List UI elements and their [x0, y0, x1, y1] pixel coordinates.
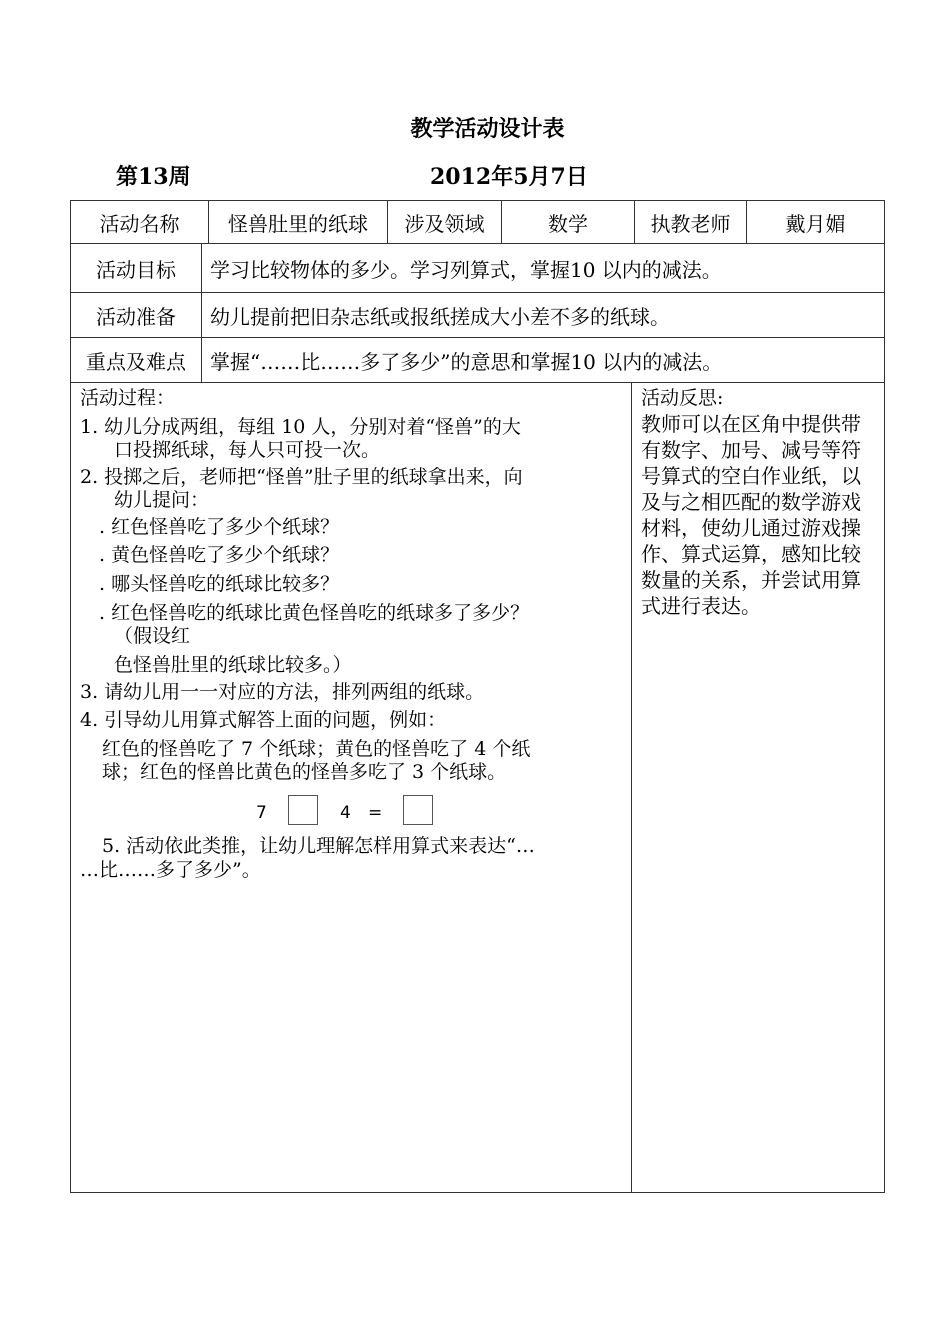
key-label: 重点及难点	[71, 338, 202, 382]
goal-value: 学习比较物体的多少。学习列算式，掌握10 以内的减法。	[210, 257, 722, 282]
activity-name-label: 活动名称	[71, 201, 209, 243]
process-line: . 红色怪兽吃的纸球比黄色怪兽吃的纸球多了多少？	[99, 602, 530, 624]
formula-answer-box	[403, 795, 433, 825]
process-column	[71, 383, 632, 1192]
key-row	[70, 337, 885, 383]
activity-name-value: 怪兽肚里的纸球	[209, 201, 388, 243]
process-line: …比……多了多少”。	[80, 859, 261, 881]
goal-row	[70, 243, 885, 293]
formula-number-b: 4	[340, 803, 351, 823]
key-value: 掌握“……比……多了多少”的意思和掌握10 以内的减法。	[210, 349, 723, 374]
process-line: 2. 投掷之后，老师把“怪兽”肚子里的纸球拿出来，向	[80, 466, 523, 488]
process-line: 4. 引导幼儿用算式解答上面的问题，例如：	[80, 709, 447, 731]
document-title: 教学活动设计表	[410, 116, 565, 142]
process-line: 5. 活动依此类推，让幼儿理解怎样用算式来表达“…	[102, 835, 535, 857]
prep-value: 幼儿提前把旧杂志纸或报纸搓成大小差不多的纸球。	[210, 304, 670, 329]
process-line: （假设红	[114, 625, 191, 647]
date-label: 2012年5月7日	[430, 164, 588, 190]
process-line: 1. 幼儿分成两组，每组 10 人，分别对着“怪兽”的大	[80, 416, 521, 438]
reflection-heading: 活动反思:	[641, 387, 724, 409]
process-line: 幼儿提问：	[114, 489, 210, 511]
info-row	[70, 200, 885, 244]
process-line: 色怪兽肚里的纸球比较多。）	[114, 654, 352, 676]
process-line: 球；红色的怪兽比黄色的怪兽多吃了 3 个纸球。	[102, 761, 507, 783]
process-heading: 活动过程：	[80, 387, 176, 409]
formula-number-a: 7	[256, 803, 267, 823]
process-line: . 哪头怪兽吃的纸球比较多？	[99, 573, 340, 595]
domain-label: 涉及领域	[388, 201, 502, 243]
process-section	[70, 382, 885, 1193]
formula-equals: =	[368, 803, 383, 823]
teacher-label: 执教老师	[635, 201, 747, 243]
prep-row	[70, 292, 885, 338]
week-label: 第13周	[116, 164, 191, 190]
process-line: 红色的怪兽吃了 7 个纸球；黄色的怪兽吃了 4 个纸	[102, 738, 531, 760]
process-line: . 黄色怪兽吃了多少个纸球？	[99, 544, 340, 566]
process-line: 3. 请幼儿用一一对应的方法，排列两组的纸球。	[80, 681, 485, 703]
process-line: . 红色怪兽吃了多少个纸球？	[99, 516, 340, 538]
goal-label: 活动目标	[71, 244, 202, 292]
reflection-text: 教师可以在区角中提供带有数字、加号、减号等符号算式的空白作业纸，以及与之相匹配的数学游戏材料，使幼儿通过游戏操作、算式运算，感知比较数量的关系，并尝试用算式进行表达。	[641, 412, 861, 618]
reflection-column	[632, 383, 884, 1192]
prep-label: 活动准备	[71, 293, 202, 337]
formula-operator-box	[288, 795, 318, 825]
domain-value: 数学	[502, 201, 635, 243]
teacher-value: 戴月媚	[785, 211, 846, 236]
process-line: 口投掷纸球，每人只可投一次。	[114, 439, 381, 461]
